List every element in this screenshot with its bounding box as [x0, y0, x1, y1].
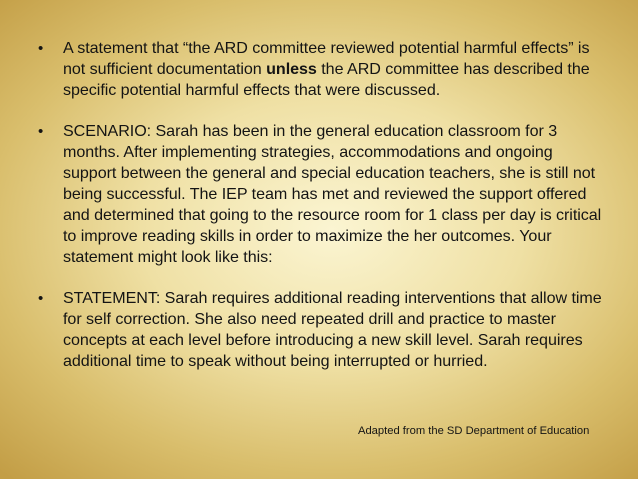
bullet-text: SCENARIO: Sarah has been in the general education classroom for 3 months. After implementing strategies, accommodations and ongoing support between the general and special education teachers, she is still not being successful. The IEP team has met and reviewed the support offered and determined that going to the resource room for 1 class per day is critical to improve reading skills in order to maximize the her outcomes. Your statement might look like this: [63, 122, 602, 266]
bullet-ard-statement [38, 38, 608, 101]
bullet-dot-icon: • [38, 290, 44, 307]
source-credit: Adapted from the SD Department of Education [358, 425, 590, 437]
bullet-statement [38, 288, 608, 372]
bullet-text-part: the ARD committee has described the specific potential harmful effects that were discussed. [63, 60, 590, 99]
bullet-dot-icon: • [38, 40, 44, 57]
bullet-dot-icon: • [38, 123, 44, 140]
bullet-text: STATEMENT: Sarah requires additional reading interventions that allow time for self correction. She also need repeated drill and practice to master concepts at each level before introducing a new skill level. Sarah requires additional time to speak without being interrupted or hurried. [63, 289, 602, 370]
bullet-text-part: A statement that “the ARD committee reviewed potential harmful effects” is not sufficient documentation [63, 39, 590, 78]
bullet-scenario [38, 121, 608, 268]
bullet-list [38, 38, 608, 372]
emphasis-unless: unless [266, 60, 317, 78]
